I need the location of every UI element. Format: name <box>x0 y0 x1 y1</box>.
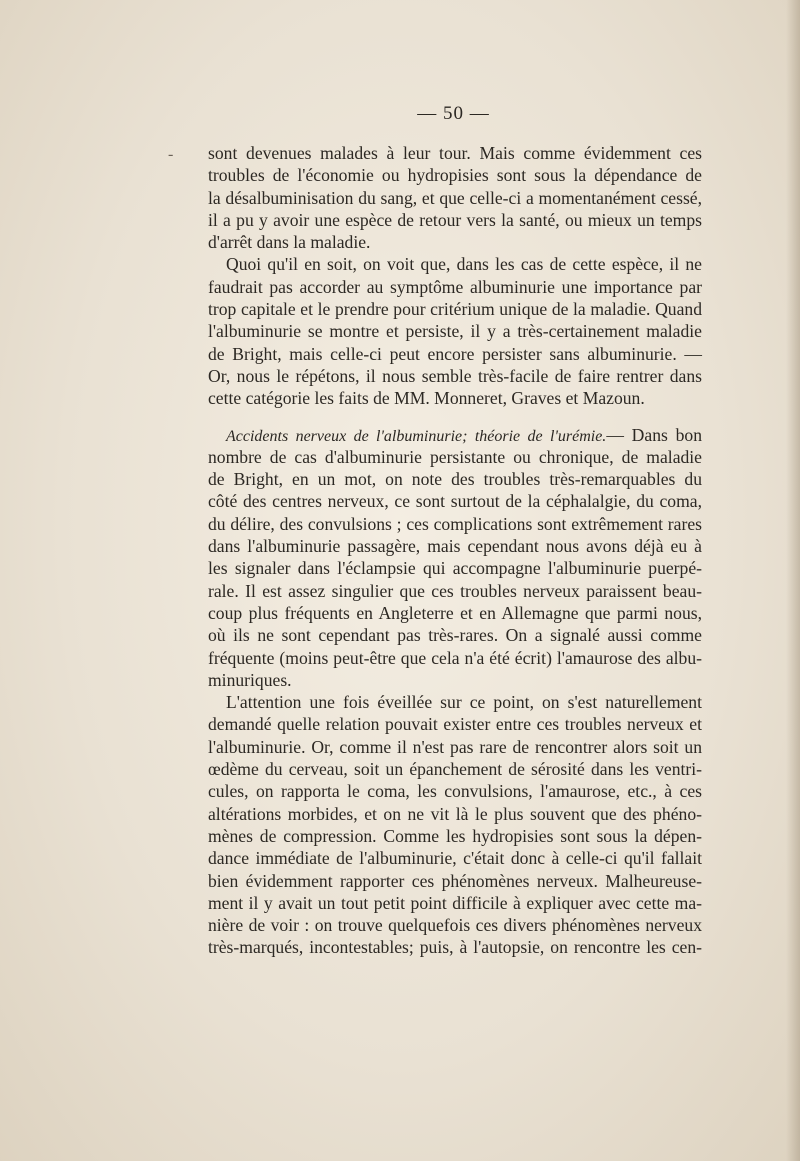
margin-mark: - <box>168 146 174 163</box>
text-line: l'albuminurie. Or, comme il n'est pas rare de rencontrer alors soit un <box>208 736 702 757</box>
text-line: Or, nous le répétons, il nous semble très-facile de faire rentrer dans <box>208 365 702 386</box>
heading-continuation: — Dans bon <box>606 424 702 445</box>
text-line: de Bright, mais celle-ci peut encore persister sans albuminurie. — <box>208 343 702 364</box>
paragraph-1 <box>208 142 702 253</box>
body-text <box>208 142 702 959</box>
text-line: bien évidemment rapporter ces phénomènes nerveux. Malheureuse- <box>208 870 702 891</box>
text-line: sont devenues malades à leur tour. Mais comme évidemment ces <box>208 143 702 163</box>
text-line: mènes de compression. Comme les hydropisies sont sous la dépen- <box>208 825 702 846</box>
text-line: du délire, des convulsions ; ces complications sont extrêmement rares <box>208 513 702 534</box>
text-line: fréquente (moins peut-être que cela n'a été écrit) l'amaurose des albu- <box>208 647 702 668</box>
text-line: altérations morbides, et on ne vit là le plus souvent que des phéno- <box>208 803 702 824</box>
text-line: les signaler dans l'éclampsie qui accompagne l'albuminurie puerpé- <box>208 558 702 579</box>
page-number: — 50 — <box>417 103 490 124</box>
text-line: côté des centres nerveux, ce sont surtout de la céphalalgie, du coma, <box>208 491 702 512</box>
paragraph-3 <box>208 424 702 692</box>
text-line: il a pu y avoir une espèce de retour vers la santé, ou mieux un temps <box>208 209 702 230</box>
text-line: minuriques. <box>208 669 292 690</box>
text-line: ment il y avait un tout petit point difficile à expliquer avec cette ma- <box>208 892 702 913</box>
text-line: Quoi qu'il en soit, on voit que, dans les cas de cette espèce, il ne <box>226 254 702 275</box>
section-gap <box>208 410 702 424</box>
paragraph-4 <box>208 691 702 959</box>
text-line: faudrait pas accorder au symptôme albuminurie une importance par <box>208 276 702 297</box>
page-edge-shadow <box>786 0 800 1161</box>
text-line: trop capitale et le prendre pour critérium unique de la maladie. Quand <box>208 299 702 320</box>
text-line: L'attention une fois éveillée sur ce point, on s'est naturellement <box>226 692 702 713</box>
text-line: nombre de cas d'albuminurie persistante ou chronique, de maladie <box>208 446 702 467</box>
text-line: demandé quelle relation pouvait exister entre ces troubles nerveux et <box>208 714 702 735</box>
paragraph-2 <box>208 253 702 409</box>
text-line: rale. Il est assez singulier que ces troubles nerveux paraissent beau- <box>208 580 702 601</box>
section-heading-line <box>208 424 702 446</box>
text-line: très-marqués, incontestables; puis, à l'autopsie, on rencontre les cen- <box>208 937 702 958</box>
text-line: de Bright, en un mot, on note des troubles très-remarquables du <box>208 469 702 490</box>
text-line: d'arrêt dans la maladie. <box>208 232 371 253</box>
text-line: coup plus fréquents en Angleterre et en Allemagne que parmi nous, <box>208 602 702 623</box>
text-line: l'albuminurie se montre et persiste, il y a très-certainement maladie <box>208 321 702 342</box>
text-line: nière de voir : on trouve quelquefois ces divers phénomènes nerveux <box>208 915 702 936</box>
text-line: dans l'albuminurie passagère, mais cependant nous avons déjà eu à <box>208 536 702 557</box>
text-line: cules, on rapporta le coma, les convulsions, l'amaurose, etc., à ces <box>208 781 702 802</box>
text-line: la désalbuminisation du sang, et que celle-ci a momentanément cessé, <box>208 187 702 208</box>
text-line: où ils ne sont cependant pas très-rares. On a signalé aussi comme <box>208 625 702 646</box>
text-line: cette catégorie les faits de MM. Monneret, Graves et Mazoun. <box>208 388 645 409</box>
text-line: troubles de l'économie ou hydropisies sont sous la dépendance de <box>208 165 702 186</box>
text-line: dance immédiate de l'albuminurie, c'était donc à celle-ci qu'il fallait <box>208 848 702 869</box>
text-line: œdème du cerveau, soit un épanchement de sérosité dans les ventri- <box>208 759 702 780</box>
section-heading: Accidents nerveux de l'albuminurie; théorie de l'urémie. <box>226 427 607 445</box>
